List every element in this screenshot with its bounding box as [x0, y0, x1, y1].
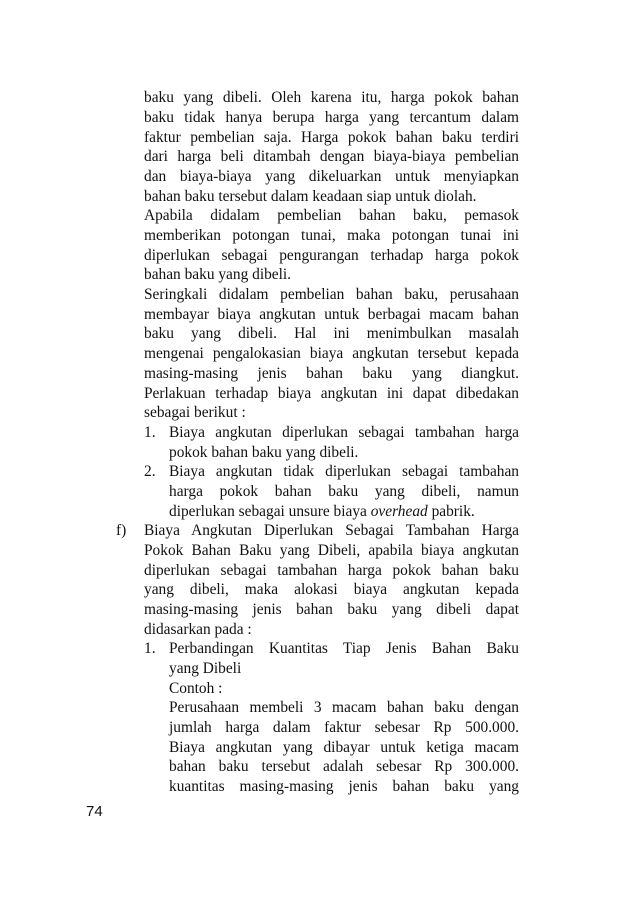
- text-line: bahan baku tersebut adalah sebesar Rp 300.000.: [169, 758, 519, 775]
- example-label: Contoh :: [169, 680, 223, 697]
- text-line: masing-masing jenis bahan baku yang dibeli dapat: [144, 601, 519, 618]
- list-marker: 1.: [144, 640, 156, 657]
- text-line: Biaya angkutan yang dibayar untuk ketiga macam: [169, 739, 519, 756]
- text-line: pokok bahan baku yang dibeli.: [169, 444, 359, 461]
- text-run: diperlukan sebagai unsure biaya: [169, 503, 371, 520]
- text-line: masing-masing jenis bahan baku yang diangkut.: [144, 365, 519, 382]
- text-line: dari harga beli ditambah dengan biaya-biaya pembelian: [144, 148, 519, 165]
- section-marker: f): [116, 522, 127, 539]
- text-line: Biaya angkutan diperlukan sebagai tambahan harga: [169, 424, 519, 441]
- text-line: baku tidak hanya berupa harga yang tercantum dalam: [144, 109, 519, 126]
- text-line: bahan baku tersebut dalam keadaan siap untuk diolah.: [144, 188, 477, 205]
- text-line: diperlukan sebagai tambahan harga pokok bahan baku: [144, 562, 519, 579]
- text-line: Biaya angkutan tidak diperlukan sebagai tambahan: [169, 463, 519, 480]
- text-run: pabrik.: [427, 503, 475, 520]
- list-marker: 1.: [144, 424, 156, 441]
- text-line: didasarkan pada :: [144, 621, 252, 638]
- text-line: dan biaya-biaya yang dikeluarkan untuk menyiapkan: [144, 168, 519, 185]
- text-line: yang dibeli, maka alokasi biaya angkutan kepada: [144, 581, 519, 598]
- text-line: Perusahaan membeli 3 macam bahan baku dengan: [169, 699, 519, 716]
- text-line: Perlakuan terhadap biaya angkutan ini dapat dibedakan: [144, 385, 519, 402]
- text-line: membayar biaya angkutan untuk berbagai macam bahan: [144, 306, 519, 323]
- text-line: bahan baku yang dibeli.: [144, 266, 292, 283]
- text-line: kuantitas masing-masing jenis bahan baku yang: [169, 778, 519, 795]
- text-line: harga pokok bahan baku yang dibeli, namun: [169, 483, 519, 500]
- text-line: Seringkali didalam pembelian bahan baku, perusahaan: [144, 286, 519, 303]
- text-line: Pokok Bahan Baku yang Dibeli, apabila biaya angkutan: [144, 542, 519, 559]
- text-line: Apabila didalam pembelian bahan baku, pemasok: [144, 207, 519, 224]
- text-line: diperlukan sebagai pengurangan terhadap harga pokok: [144, 247, 519, 264]
- text-line: faktur pembelian saja. Harga pokok bahan baku terdiri: [144, 129, 519, 146]
- text-line: sebagai berikut :: [144, 404, 246, 421]
- text-line: mengenai pengalokasian biaya angkutan tersebut kepada: [144, 345, 519, 362]
- text-line: memberikan potongan tunai, maka potongan tunai ini: [144, 227, 519, 244]
- text-line: baku yang dibeli. Oleh karena itu, harga pokok bahan: [144, 89, 519, 106]
- text-line: [169, 502, 475, 521]
- page-number: 74: [86, 803, 103, 820]
- text-line: baku yang dibeli. Hal ini menimbulkan masalah: [144, 325, 519, 342]
- italic-term: overhead: [370, 503, 428, 520]
- list-marker: 2.: [144, 463, 156, 480]
- text-line: Perbandingan Kuantitas Tiap Jenis Bahan Baku: [169, 640, 519, 657]
- text-line: yang Dibeli: [169, 660, 242, 677]
- text-line: Biaya Angkutan Diperlukan Sebagai Tambahan Harga: [144, 522, 519, 539]
- text-line: jumlah harga dalam faktur sebesar Rp 500.000.: [169, 719, 519, 736]
